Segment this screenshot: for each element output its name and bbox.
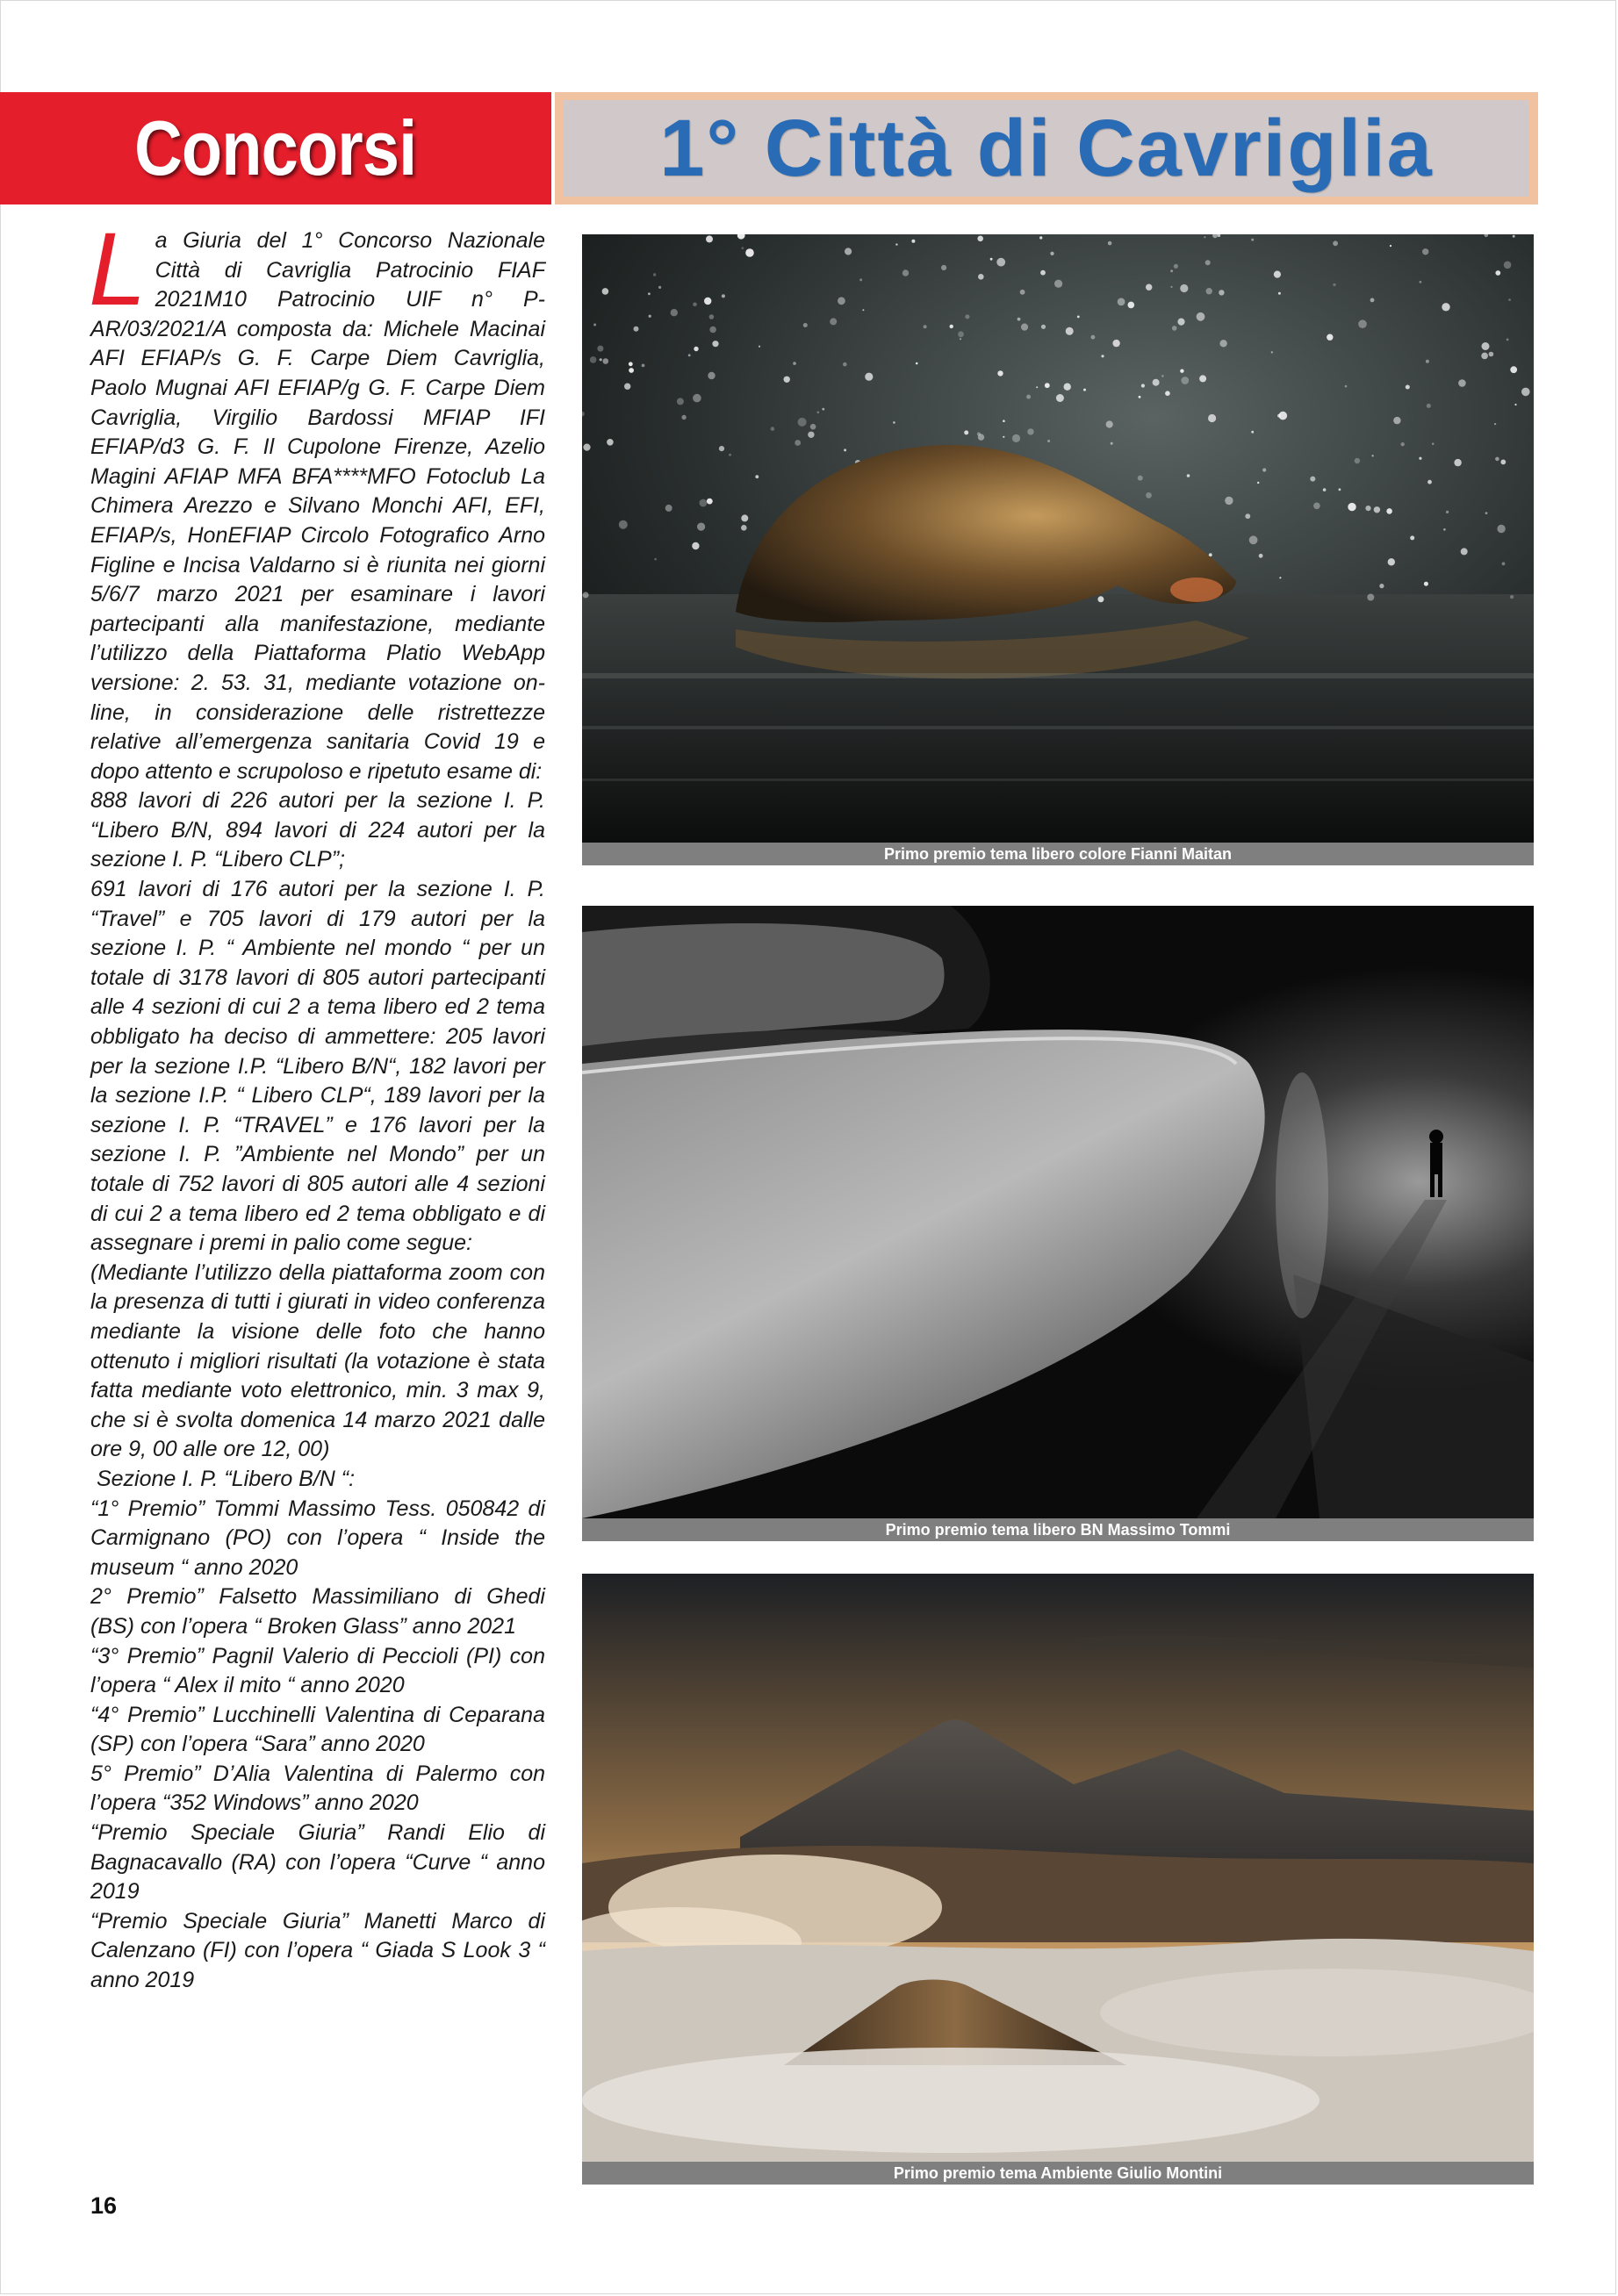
title-banner [555,92,1538,204]
photo-caption: Primo premio tema Ambiente Giulio Montini [893,2163,1223,2182]
drop-cap: L [89,212,147,327]
article-body [89,212,545,1996]
article-paragraph: 691 lavori di 176 autori per la sezione I. P. “Travel” e 705 lavori di 179 autori per la sezione I. P. “ Ambiente nel mondo “ per un totale di 3178 lavori di 805 autori partecipanti alle 4 sezioni di cui 2 a tema libero ed 2 tema obbligato ha deciso di ammettere: 205 lavori per la sezione I.P. “Libero B/N“, 182 lavori per la sezione I.P. “ Libero CLP“, 189 lavori per la sezione I. P. “TRAVEL” e 176 lavori per la sezione I. P. ”Ambiente nel Mondo” per un totale di 752 lavori di 805 autori alle 4 sezioni di cui 2 a tema libero ed 2 tema obbligato e di assegnare i premi in palio come segue: [90,877,545,1256]
volcano-landscape-photo [582,1574,1534,2162]
article-paragraph: 888 lavori di 226 autori per la sezione I. P. “Libero B/N, 894 lavori di 224 autori per la sezione I. P. “Libero CLP”; [90,788,545,872]
award-entry: “Premio Speciale Giuria” Randi Elio di Bagnacavallo (RA) con l’opera “Curve “ anno 2019 [90,1820,545,1905]
award-entry: 5° Premio” D’Alia Valentina di Palermo con l’opera “352 Windows” anno 2020 [90,1761,545,1816]
page-number: 16 [90,2192,118,2219]
museum-ramp-photo [582,906,1534,1518]
section-title: Concorsi [134,104,417,191]
article-paragraph: a Giuria del 1° Concorso Nazionale Città di Cavriglia Patrocinio FIAF 2021M10 Patrocinio UIF n° P-AR/03/2021/A composta da: Michele Macinai AFI EFIAP/s G. F. Carpe Diem Cavriglia, Paolo Mugnai AFI EFIAP/g G. F. Carpe Diem Cavriglia, Virgilio Bardossi MFIAP IFI EFIAP/d3 G. F. Il Cupolone Firenze, Azelio Magini AFIAP MFA BFA****MFO Fotoclub La Chimera Arezzo e Silvano Monchi AFI, EFI, EFIAP/s, HonEFIAP Circolo Fotografico Arno Figline e Incisa Valdarno si è riunita nei giorni 5/6/7 marzo 2021 per esaminare i lavori partecipanti alla manifestazione, mediante l’utilizzo della Piattaforma Platio WebApp versione: 2. 53. 31, mediante votazione on-line, in considerazione delle ristrettezze relative all’emergenza sanitaria Covid 19 e dopo attento e scrupoloso e ripetuto esame di: [90,228,545,784]
photo-caption-bar [582,2162,1534,2185]
title-banner-inner [564,100,1529,197]
photo-block-1 [582,234,1534,865]
contest-title: 1° Città di Cavriglia [659,103,1434,193]
photo-caption-bar [582,843,1534,865]
photo-block-2 [582,906,1534,1541]
photo-block-3 [582,1574,1534,2185]
award-entry: “Premio Speciale Giuria” Manetti Marco di Calenzano (FI) con l’opera “ Giada S Look 3 “ anno 2019 [90,1908,545,1993]
award-entry: “4° Premio” Lucchinelli Valentina di Ceparana (SP) con l’opera “Sara” anno 2020 [90,1702,545,1757]
section-banner [0,92,551,204]
photo-caption: Primo premio tema libero colore Fianni Maitan [883,844,1233,863]
award-entry: 2° Premio” Falsetto Massimiliano di Ghedi (BS) con l’opera “ Broken Glass” anno 2021 [90,1584,545,1639]
article-paragraph: (Mediante l’utilizzo della piattaforma zoom con la presenza di tutti i giurati in video conferenza mediante la visione delle foto che hanno ottenuto i migliori risultati (la votazione è stata fatta mediante voto elettronico, min. 3 max 9, che si è svolta domenica 14 marzo 2021 dalle ore 9, 00 alle ore 12, 00) [90,1259,545,1462]
photo-caption-bar [582,1518,1534,1541]
photo-caption: Primo premio tema libero BN Massimo Tommi [885,1520,1231,1539]
otter-photo [582,234,1534,843]
award-entry: “3° Premio” Pagnil Valerio di Peccioli (PI) con l’opera “ Alex il mito “ anno 2020 [90,1643,545,1698]
award-entry: “1° Premio” Tommi Massimo Tess. 050842 di Carmignano (PO) con l’opera “ Inside the museum “ anno 2020 [90,1496,545,1580]
section-heading: Sezione I. P. “Libero B/N “: [90,1466,356,1491]
